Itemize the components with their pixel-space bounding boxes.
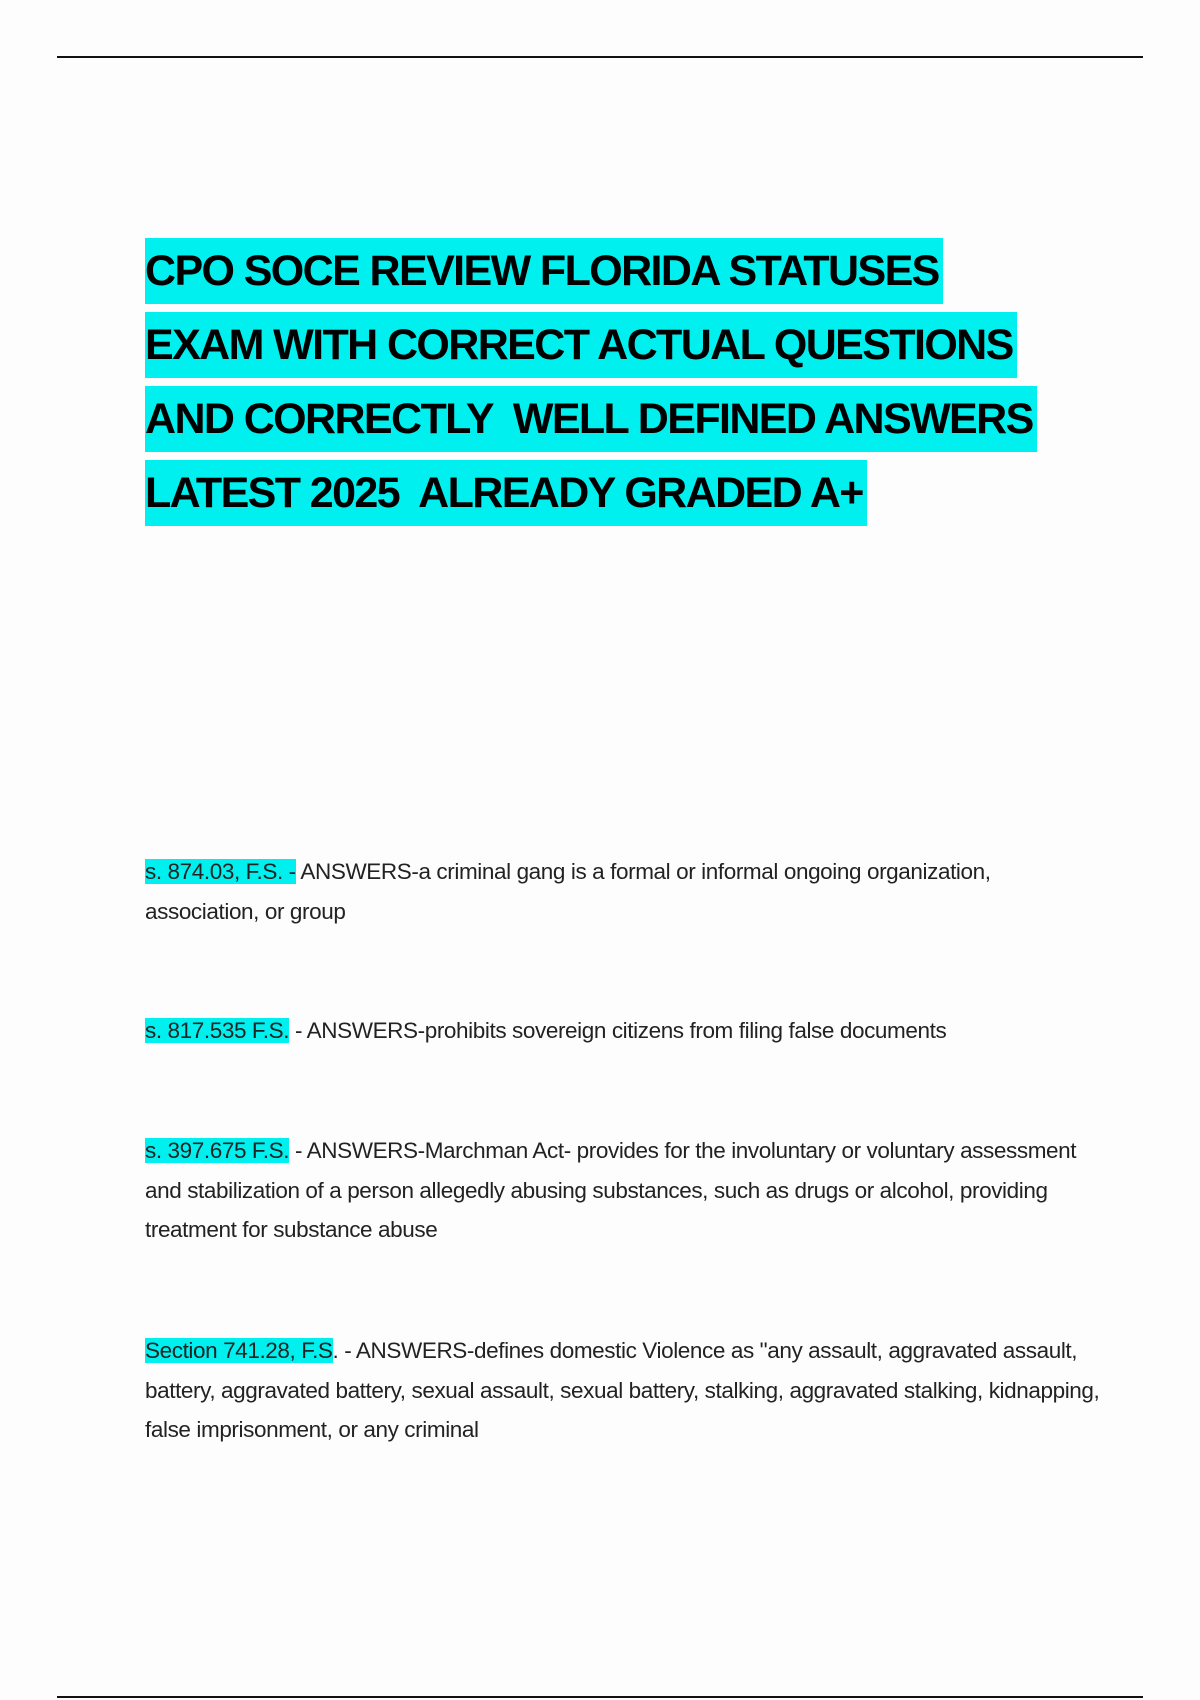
- document-title: [145, 238, 1037, 534]
- qa-entry: [145, 852, 1105, 931]
- answer-text: - ANSWERS-prohibits sovereign citizens from filing false documents: [289, 1018, 947, 1043]
- qa-entry: [145, 1331, 1105, 1450]
- bottom-rule: [57, 1696, 1143, 1698]
- qa-entry: [145, 1131, 1105, 1250]
- answer-text: ANSWERS-a criminal gang is a formal or informal ongoing organization, association, or group: [145, 859, 991, 924]
- qa-entry: [145, 1011, 1145, 1051]
- statute-term: s. 874.03, F.S. -: [145, 859, 296, 884]
- title-text: LATEST 2025 ALREADY GRADED A+: [145, 460, 867, 526]
- answer-text: . - ANSWERS-defines domestic Violence as "any assault, aggravated assault, battery, aggravated battery, sexual assault, sexual battery, stalking, aggravated stalking, kidnapping, false imprisonment, or any criminal: [145, 1338, 1100, 1442]
- title-line: [145, 460, 1037, 526]
- statute-term: Section 741.28, F.S: [145, 1338, 333, 1363]
- title-text: CPO SOCE REVIEW FLORIDA STATUSES: [145, 238, 943, 304]
- title-text: AND CORRECTLY WELL DEFINED ANSWERS: [145, 386, 1037, 452]
- top-rule: [57, 56, 1143, 58]
- statute-term: s. 817.535 F.S.: [145, 1018, 290, 1043]
- answer-text: - ANSWERS-Marchman Act- provides for the involuntary or voluntary assessment and stabilization of a person allegedly abusing substances, such as drugs or alcohol, providing treatment for substance abuse: [145, 1138, 1077, 1242]
- title-line: [145, 238, 1037, 304]
- title-line: [145, 312, 1037, 378]
- title-line: [145, 386, 1037, 452]
- statute-term: s. 397.675 F.S.: [145, 1138, 290, 1163]
- title-text: EXAM WITH CORRECT ACTUAL QUESTIONS: [145, 312, 1017, 378]
